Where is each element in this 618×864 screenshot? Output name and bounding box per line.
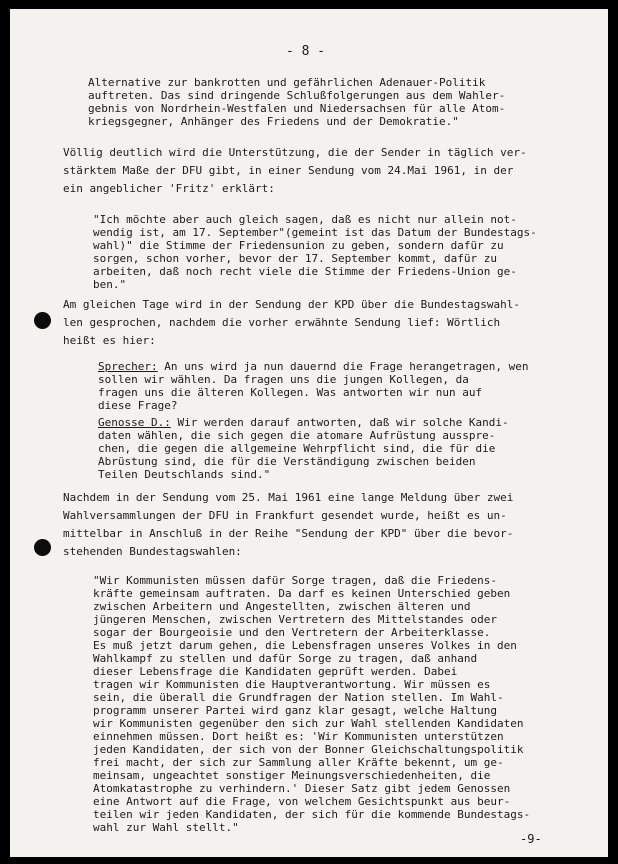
text-line: Atomkatastrophe zu verhindern.' Dieser Satz gibt jedem Genossen <box>93 782 511 795</box>
text-line <box>98 360 528 373</box>
text-line: mittelbar in Anschluß in der Reihe "Sendung der KPD" über die bevor- <box>63 527 514 540</box>
text-line: tragen wir Kommunisten die Hauptverantwortung. Wir müssen es <box>93 678 491 691</box>
text-line: wir Kommunisten gegenüber den sich zur Wahl stellenden Kandidaten <box>93 717 524 730</box>
text-line: sogar der Bourgeoisie und den Vertretern der Arbeiterklasse. <box>93 626 491 639</box>
punch-hole-bottom <box>34 539 51 556</box>
text-line: len gesprochen, nachdem die vorher erwähnte Sendung lief: Wörtlich <box>63 316 501 329</box>
text-line: "Wir Kommunisten müssen dafür Sorge tragen, daß die Friedens- <box>93 574 497 587</box>
text-line: Teilen Deutschlands sind." <box>98 468 271 481</box>
text-line: einnehmen müssen. Dort heißt es: 'Wir Kommunisten unterstützen <box>93 730 504 743</box>
text-line: sein, die überall die Grundfragen der Nation stellen. Im Wahl- <box>93 691 504 704</box>
text-line: programm unserer Partei wird ganz klar gesagt, welche Haltung <box>93 704 497 717</box>
text-line: chen, die gegen die allgemeine Wehrpflicht sind, die für die <box>98 442 496 455</box>
text-line: Nachdem in der Sendung vom 25. Mai 1961 eine lange Meldung über zwei <box>63 491 514 504</box>
punch-hole-top <box>34 312 51 329</box>
text-line: diese Frage? <box>98 399 178 412</box>
text-line: Abrüstung sind, die für die Verständigung zwischen beiden <box>98 455 476 468</box>
page-number: - 8 - <box>286 44 326 59</box>
text-line: zwischen Arbeitern und Angestellten, zwischen älteren und <box>93 600 471 613</box>
text-line: meinsam, ungeachtet sonstiger Meinungsverschiedenheiten, die <box>93 769 491 782</box>
text-line: gebnis von Nordrhein-Westfalen und Niedersachsen für alle Atom- <box>88 102 506 115</box>
text-line: Völlig deutlich wird die Unterstützung, die der Sender in täglich ver- <box>63 146 527 159</box>
speaker-text: Wir werden darauf antworten, daß wir solche Kandi- <box>170 416 509 429</box>
text-line: kriegsgegner, Anhänger des Friedens und der Demokratie." <box>88 115 459 128</box>
document-page <box>10 9 608 857</box>
text-line: stärktem Maße der DFU gibt, in einer Sendung vom 24.Mai 1961, in der <box>63 164 514 177</box>
text-line: arbeiten, daß noch recht viele die Stimme der Friedens-Union ge- <box>93 265 517 278</box>
text-line: Am gleichen Tage wird in der Sendung der KPD über die Bundestagswahl- <box>63 298 520 311</box>
speaker-text: An uns wird ja nun dauernd die Frage herangetragen, wen <box>157 360 529 373</box>
text-line: Wahlversammlungen der DFU in Frankfurt gesendet wurde, heißt es un- <box>63 509 507 522</box>
text-line: Es muß jetzt darum gehen, die Lebensfragen unseres Volkes in den <box>93 639 517 652</box>
text-line: heißt es hier: <box>63 334 156 347</box>
text-line: ein angeblicher 'Fritz' erklärt: <box>63 182 275 195</box>
text-line: Alternative zur bankrotten und gefährlichen Adenauer-Politik <box>88 76 486 89</box>
text-line: dieser Lebensfrage die Kandidaten geprüft werden. Dabei <box>93 665 458 678</box>
text-line: wendig ist, am 17. September"(gemeint ist das Datum der Bundestags- <box>93 226 537 239</box>
speaker-label: Genosse D.: <box>98 416 171 429</box>
text-line: wahl)" die Stimme der Friedensunion zu geben, sondern dafür zu <box>93 239 504 252</box>
text-line: jeden Kandidaten, der sich von der Bonner Gleichschaltungspolitik <box>93 743 524 756</box>
text-line: jüngeren Menschen, zwischen Vertretern des Mittelstandes oder <box>93 613 497 626</box>
text-line: sollen wir wählen. Da fragen uns die jungen Kollegen, da <box>98 373 469 386</box>
text-line: daten wählen, die sich gegen die atomare Aufrüstung ausspre- <box>98 429 496 442</box>
text-line: "Ich möchte aber auch gleich sagen, daß es nicht nur allein not- <box>93 213 517 226</box>
text-line: teilen wir jeden Kandidaten, der sich für die kommende Bundestags- <box>93 808 531 821</box>
text-line: auftreten. Das sind dringende Schlußfolgerungen aus dem Wahler- <box>88 89 506 102</box>
text-line: kräfte gemeinsam auftraten. Da darf es keinen Unterschied geben <box>93 587 511 600</box>
speaker-label: Sprecher: <box>98 360 158 373</box>
text-line <box>98 416 509 429</box>
text-line: wahl zur Wahl stellt." <box>93 821 239 834</box>
text-line: sorgen, schon vorher, bevor der 17. September kommt, dafür zu <box>93 252 497 265</box>
next-page-marker: -9- <box>520 832 542 846</box>
text-line: eine Antwort auf die Frage, von welchem Gesichtspunkt aus beur- <box>93 795 511 808</box>
text-line: ben." <box>93 278 127 291</box>
text-line: frei macht, der sich zur Sammlung aller Kräfte bekennt, um ge- <box>93 756 504 769</box>
text-line: Wahlkampf zu stellen und dafür Sorge zu tragen, daß anhand <box>93 652 478 665</box>
text-line: stehenden Bundestagswahlen: <box>63 545 242 558</box>
text-line: fragen uns die älteren Kollegen. Was antworten wir nun auf <box>98 386 483 399</box>
